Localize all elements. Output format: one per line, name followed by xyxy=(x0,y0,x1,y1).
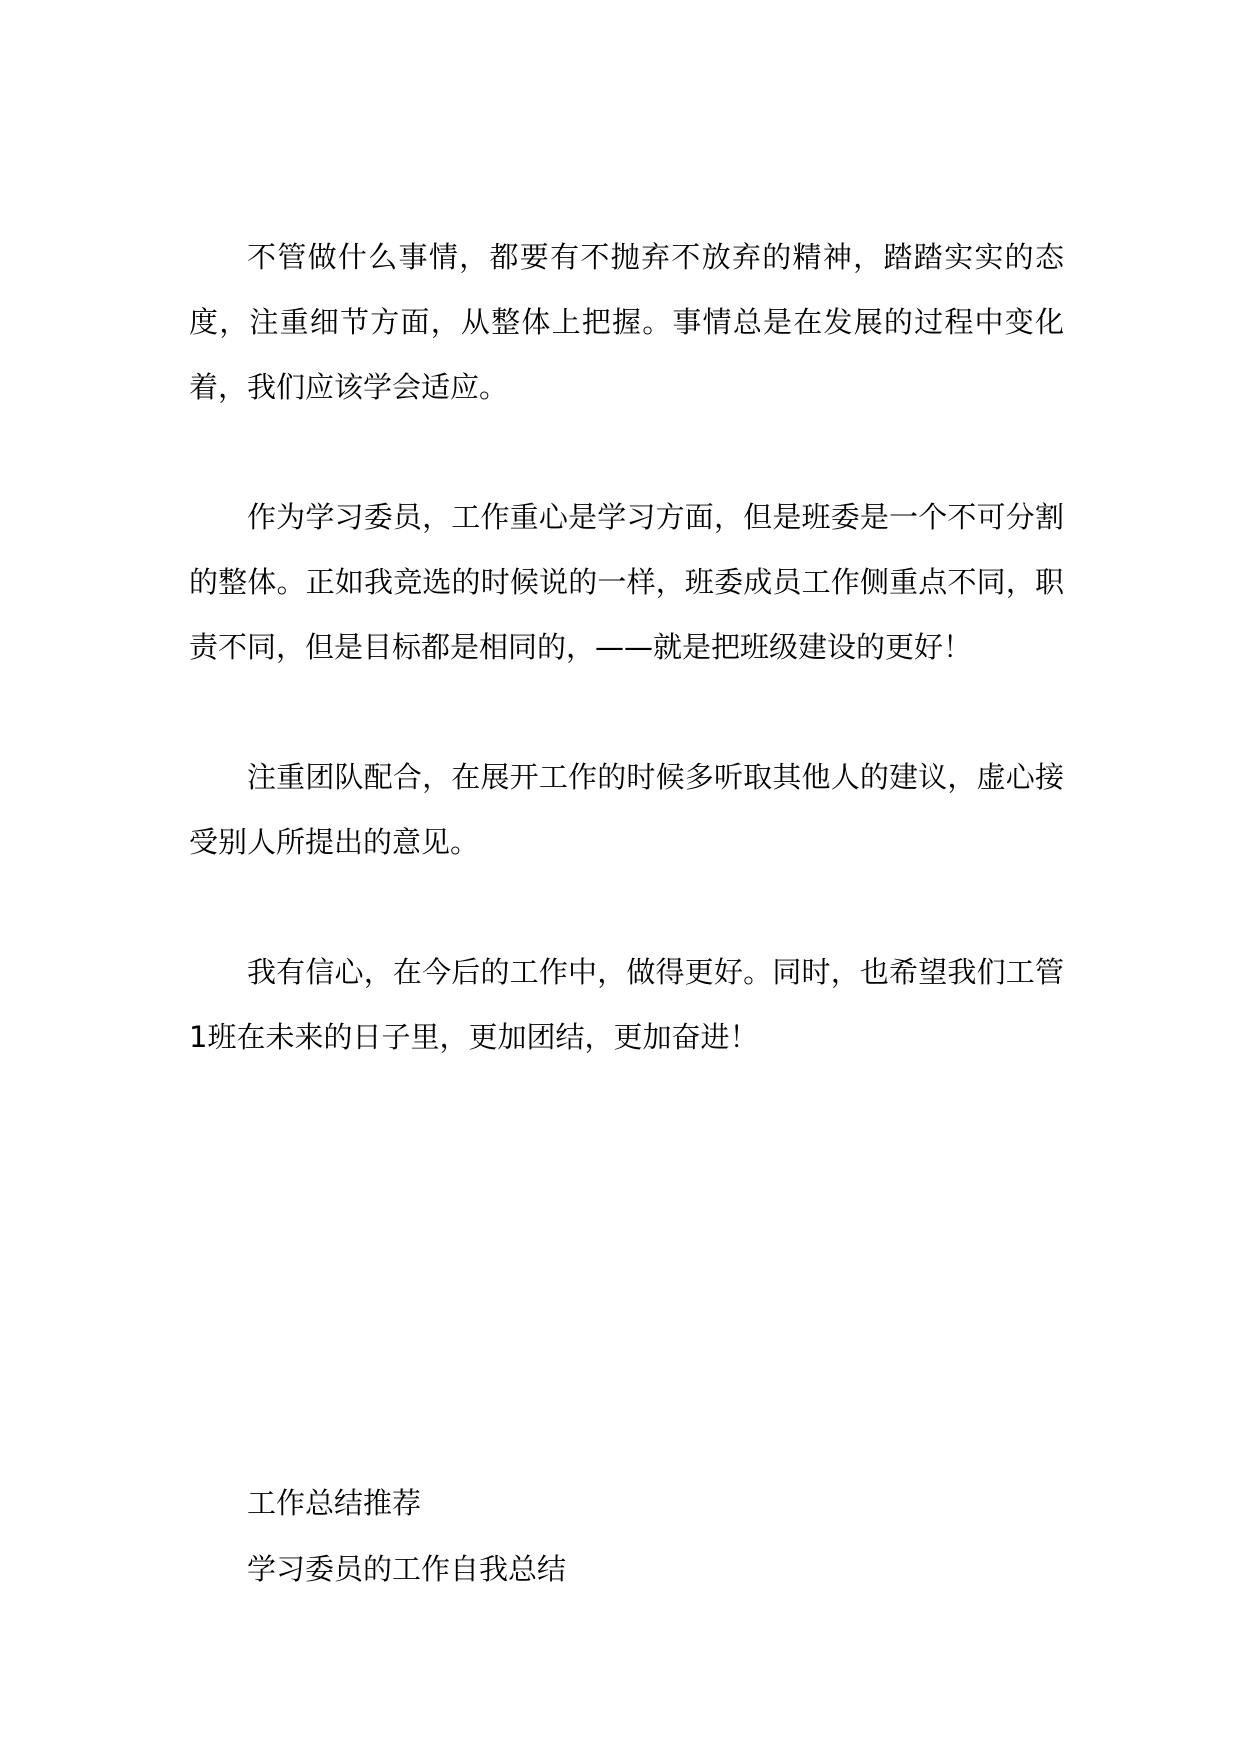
recommend-link[interactable]: 学习委员的工作自我总结 xyxy=(247,1552,567,1586)
paragraph-3: 注重团队配合，在展开工作的时候多听取其他人的建议，虚心接受别人所提出的意见。 xyxy=(189,760,1064,859)
paragraph-4: 我有信心，在今后的工作中，做得更好。同时，也希望我们工管1班在未来的日子里，更加团结，更加奋进！ xyxy=(189,955,1064,1054)
document-body xyxy=(189,225,1064,1135)
paragraph-1: 不管做什么事情，都要有不抛弃不放弃的精神，踏踏实实的态度，注重细节方面，从整体上把握。事情总是在发展的过程中变化着，我们应该学会适应。 xyxy=(189,240,1064,404)
paragraph-2: 作为学习委员，工作重心是学习方面，但是班委是一个不可分割的整体。正如我竞选的时候说的一样，班委成员工作侧重点不同，职责不同，但是目标都是相同的，——就是把班级建设的更好！ xyxy=(189,500,1064,664)
recommend-heading: 工作总结推荐 xyxy=(247,1486,422,1520)
recommend-section xyxy=(247,1470,566,1602)
